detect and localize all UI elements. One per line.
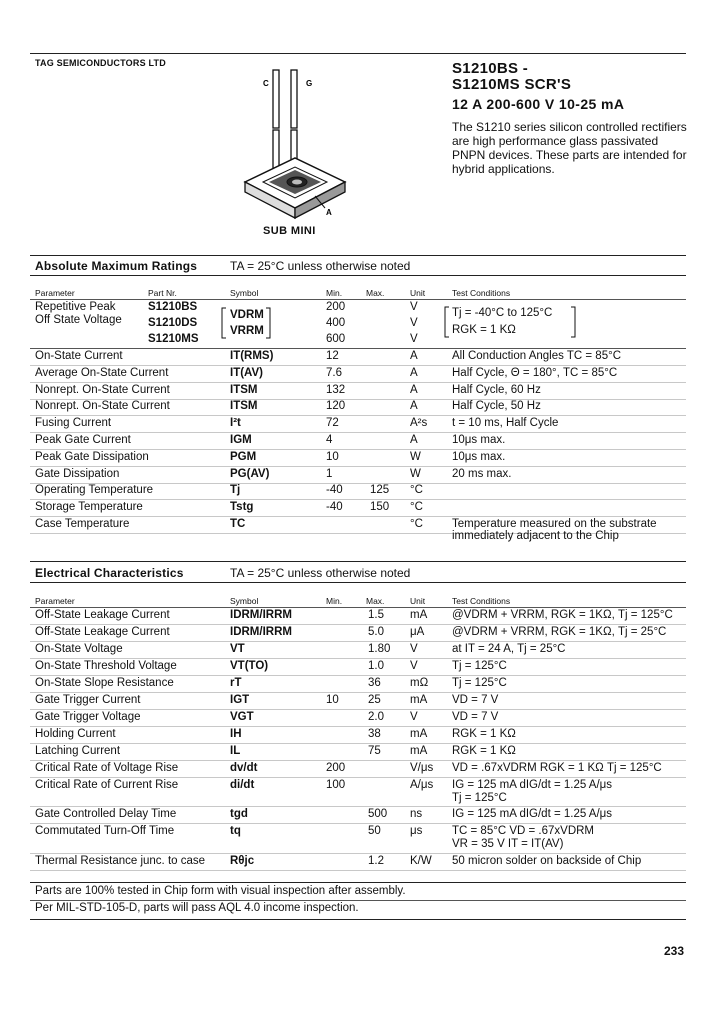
elec-row-min: 100 [326, 779, 346, 791]
elec-condition: TA = 25°C unless otherwise noted [230, 566, 411, 580]
abs-max-condition: TA = 25°C unless otherwise noted [230, 259, 411, 273]
elec-row-max: 50 [368, 825, 381, 837]
abs-row-unit: A [410, 384, 418, 396]
abs-row-cond: Half Cycle, Θ = 180°, TC = 85°C [452, 367, 618, 379]
elec-row-cond: RGK = 1 KΩ [452, 728, 516, 740]
elec-row-symbol: rT [230, 677, 242, 689]
abs-max-title: Absolute Maximum Ratings [35, 259, 198, 273]
abs-row-unit: A [410, 367, 418, 379]
part-title-line1: S1210BS - [452, 60, 529, 77]
elec-row-unit: V [410, 660, 418, 672]
elec-row-symbol: Rθjc [230, 855, 255, 867]
elec-row-min: 200 [326, 762, 346, 774]
page-number: 233 [664, 944, 685, 958]
elec-row-cond: @VDRM + VRRM, RGK = 1KΩ, Tj = 25°C [452, 626, 667, 638]
abs-row-symbol: IT(AV) [230, 367, 264, 379]
abs-row-param: Fusing Current [35, 417, 112, 429]
elec-row-max: 25 [368, 694, 381, 706]
elec-row-cond: 50 micron solder on backside of Chip [452, 855, 642, 867]
elec-row-max: 1.0 [368, 660, 384, 672]
elec-row-cond2: Tj = 125°C [452, 792, 507, 804]
part-title-line2: S1210MS SCR'S [452, 76, 572, 93]
abs-row-param: Operating Temperature [35, 484, 154, 496]
abs-row-symbol: Tstg [230, 501, 254, 513]
elec-row-param: On-State Slope Resistance [35, 677, 174, 689]
elec-row-param: Commutated Turn-Off Time [35, 825, 175, 837]
package-diagram [225, 68, 360, 223]
abs-row-min: -40 [326, 484, 343, 496]
elec-row-unit: μs [410, 825, 423, 837]
header-max: Max. [366, 288, 385, 298]
package-label: SUB MINI [263, 225, 316, 237]
part-ms: S1210MS [148, 333, 199, 345]
elec-row-max: 500 [368, 808, 388, 820]
abs-row-unit: °C [410, 518, 423, 530]
abs-row-min: 4 [326, 434, 333, 446]
elec-row-symbol: dv/dt [230, 762, 258, 774]
abs-row-symbol: I²t [230, 417, 241, 429]
abs-row-symbol: IGM [230, 434, 252, 446]
rep-cond2: RGK = 1 KΩ [452, 324, 516, 336]
elec-row-param: On-State Voltage [35, 643, 123, 655]
pin-label-g: G [306, 79, 313, 88]
elec-title-rule [30, 582, 686, 583]
elec-row-unit: A/μs [410, 779, 434, 791]
abs-row-unit: A [410, 434, 418, 446]
elec-row-param: Off-State Leakage Current [35, 609, 170, 621]
min-200: 200 [326, 301, 346, 313]
elec-row-cond: RGK = 1 KΩ [452, 745, 516, 757]
abs-row-param: Gate Dissipation [35, 468, 120, 480]
abs-row-unit: °C [410, 501, 423, 513]
elec-row-symbol: VGT [230, 711, 254, 723]
abs-row-param: Average On-State Current [35, 367, 169, 379]
elec-row-param: Gate Trigger Voltage [35, 711, 141, 723]
elec-row-param: Latching Current [35, 745, 121, 757]
elec-row-cond: IG = 125 mA dIG/dt = 1.25 A/μs [452, 808, 613, 820]
description: The S1210 series silicon controlled rectifiers are high performance glass passivated PNPN devices. These parts are intended for hybrid applications. [452, 120, 687, 176]
abs-row-unit: A²s [410, 417, 428, 429]
symbol-vdrm: VDRM [230, 309, 264, 321]
header-parameter: Parameter [35, 288, 75, 298]
abs-row-symbol: Tj [230, 484, 241, 496]
abs-row-param: Storage Temperature [35, 501, 143, 513]
company-name: TAG SEMICONDUCTORS LTD [35, 58, 166, 68]
abs-row-cond: Temperature measured on the substrate [452, 518, 657, 530]
elec-row-cond: VD = .67xVDRM RGK = 1 KΩ Tj = 125°C [452, 762, 662, 774]
elec-row-symbol: VT [230, 643, 245, 655]
abs-row-symbol: TC [230, 518, 246, 530]
elec-row-unit: mΩ [410, 677, 429, 689]
elec-title: Electrical Characteristics [35, 566, 184, 580]
elec-row-unit: V [410, 643, 418, 655]
elec-row-param: Gate Controlled Delay Time [35, 808, 177, 820]
abs-row-cond: 10μs max. [452, 434, 506, 446]
abs-row-symbol: ITSM [230, 400, 258, 412]
rep-param1: Repetitive Peak [35, 301, 116, 313]
abs-row-min: 1 [326, 468, 333, 480]
abs-row-min: 7.6 [326, 367, 342, 379]
abs-row-min: 12 [326, 350, 339, 362]
header-unit: Unit [410, 288, 426, 298]
elec-row-param: Off-State Leakage Current [35, 626, 170, 638]
elec-row-cond: IG = 125 mA dIG/dt = 1.25 A/μs [452, 779, 613, 791]
abs-row-unit: A [410, 400, 418, 412]
abs-row-symbol: ITSM [230, 384, 258, 396]
min-600: 600 [326, 333, 346, 345]
elec-row-unit: mA [410, 609, 428, 621]
symbol-vrrm: VRRM [230, 325, 264, 337]
elec-row-max: 38 [368, 728, 381, 740]
elec-row-symbol: IGT [230, 694, 250, 706]
case-cond-line2: immediately adjacent to the Chip [452, 530, 619, 542]
footer-note2: Per MIL-STD-105-D, parts will pass AQL 4.0 income inspection. [35, 902, 359, 914]
abs-max-title-rule [30, 275, 686, 276]
elec-row-max: 2.0 [368, 711, 384, 723]
abs-row-param: Nonrept. On-State Current [35, 400, 170, 412]
elec-row-symbol: IDRM/IRRM [230, 609, 292, 621]
elec-row-min: 10 [326, 694, 339, 706]
elec-row-unit: ns [410, 808, 423, 820]
elec-row-symbol: tq [230, 825, 241, 837]
abs-row-symbol: PGM [230, 451, 257, 463]
elec-row-unit: mA [410, 728, 428, 740]
elec-row-unit: V/μs [410, 762, 434, 774]
abs-row-cond: Half Cycle, 60 Hz [452, 384, 541, 396]
abs-row-max: 150 [370, 501, 390, 513]
rep-cond1: Tj = -40°C to 125°C [452, 307, 553, 319]
elec-row-param: Thermal Resistance junc. to case [35, 855, 206, 867]
elec-row-max: 1.80 [368, 643, 391, 655]
pin-label-c: C [263, 79, 269, 88]
elec-row-symbol: VT(TO) [230, 660, 269, 672]
abs-row-min: 72 [326, 417, 339, 429]
abs-row-symbol: IT(RMS) [230, 350, 274, 362]
elec-row-param: Gate Trigger Current [35, 694, 141, 706]
elec-row-cond: VD = 7 V [452, 694, 499, 706]
abs-row-min: 10 [326, 451, 339, 463]
elec-row-cond: VD = 7 V [452, 711, 499, 723]
elec-row-cond: TC = 85°C VD = .67xVDRM [452, 825, 595, 837]
abs-row-unit: °C [410, 484, 423, 496]
abs-row-min: 120 [326, 400, 346, 412]
abs-row-unit: A [410, 350, 418, 362]
abs-row-param: Nonrept. On-State Current [35, 384, 170, 396]
abs-row-min: -40 [326, 501, 343, 513]
elec-row-cond2: VR = 35 V IT = IT(AV) [452, 838, 564, 850]
elec-row-symbol: IL [230, 745, 241, 757]
part-ds: S1210DS [148, 317, 198, 329]
abs-row-cond: 10μs max. [452, 451, 506, 463]
abs-row-max: 125 [370, 484, 390, 496]
abs-row-param: Case Temperature [35, 518, 130, 530]
elec-row-symbol: IH [230, 728, 242, 740]
elec-row-max: 1.2 [368, 855, 384, 867]
header-symbol: Symbol [230, 288, 259, 298]
elec-row-cond: @VDRM + VRRM, RGK = 1KΩ, Tj = 125°C [452, 609, 673, 621]
rep-param2: Off State Voltage [35, 314, 122, 326]
top-rule [30, 53, 686, 54]
footer-note1: Parts are 100% tested in Chip form with visual inspection after assembly. [35, 885, 406, 897]
elec-row-unit: mA [410, 694, 428, 706]
elec-row-max: 36 [368, 677, 381, 689]
abs-row-cond: t = 10 ms, Half Cycle [452, 417, 559, 429]
elec-row-max: 1.5 [368, 609, 384, 621]
abs-row-cond: 20 ms max. [452, 468, 512, 480]
header-part: Part Nr. [148, 288, 177, 298]
elec-row-unit: mA [410, 745, 428, 757]
elec-row-symbol: di/dt [230, 779, 255, 791]
abs-row-param: On-State Current [35, 350, 123, 362]
header-min: Min. [326, 288, 343, 298]
elec-row-symbol: tgd [230, 808, 248, 820]
abs-row-cond: All Conduction Angles TC = 85°C [452, 350, 621, 362]
abs-row-param: Peak Gate Dissipation [35, 451, 149, 463]
elec-top-rule [30, 561, 686, 562]
abs-row-cond: Half Cycle, 50 Hz [452, 400, 541, 412]
abs-max-top-rule [30, 255, 686, 256]
header-conditions: Test Conditions [452, 288, 511, 298]
elec-row-cond: at IT = 24 A, Tj = 25°C [452, 643, 566, 655]
pin-label-a: A [326, 208, 332, 217]
elec-row-param: Critical Rate of Voltage Rise [35, 762, 179, 774]
elec-row-param: Critical Rate of Current Rise [35, 779, 179, 791]
elec-row-param: On-State Threshold Voltage [35, 660, 177, 672]
spec-line: 12 A 200-600 V 10-25 mA [452, 96, 625, 112]
abs-row-min: 132 [326, 384, 346, 396]
abs-row-param: Peak Gate Current [35, 434, 131, 446]
elec-row-param: Holding Current [35, 728, 116, 740]
abs-row-symbol: PG(AV) [230, 468, 270, 480]
abs-row-unit: W [410, 451, 421, 463]
elec-row-unit: K/W [410, 855, 432, 867]
elec-row-cond: Tj = 125°C [452, 660, 507, 672]
min-400: 400 [326, 317, 346, 329]
elec-row-max: 75 [368, 745, 381, 757]
elec-row-unit: μA [410, 626, 425, 638]
elec-row-cond: Tj = 125°C [452, 677, 507, 689]
part-bs: S1210BS [148, 301, 198, 313]
elec-row-symbol: IDRM/IRRM [230, 626, 292, 638]
elec-row-unit: V [410, 711, 418, 723]
abs-row-unit: W [410, 468, 421, 480]
elec-row-max: 5.0 [368, 626, 384, 638]
